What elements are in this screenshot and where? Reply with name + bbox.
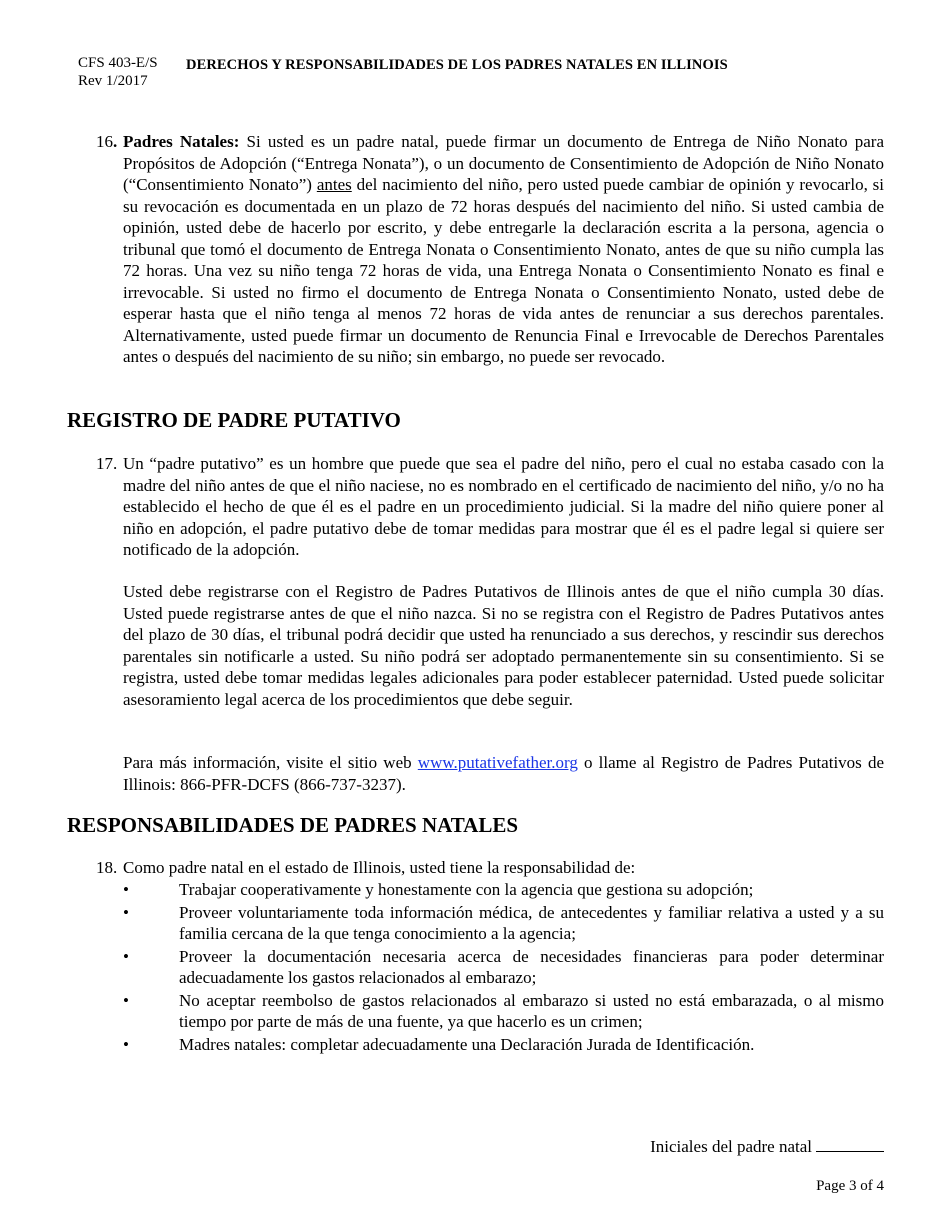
initials-field xyxy=(650,1137,884,1157)
bullet-icon: • xyxy=(123,880,129,899)
item-17-paragraph-1: Un “padre putativo” es un hombre que puede que sea el padre del niño, pero el cual no estaba casado con la madre del niño antes de que el niño naciese, no es nombrado en el certificado de nacimiento del niño, y/o no ha establecido el hecho de que él es el padre en un procedimiento judicial. Si la madre del niño quiere poner al niño en adopción, el padre putativo debe de tomar medidas para mostrar que él es el padre legal si quiere ser notificado de la adopción. xyxy=(123,454,884,559)
item-16-label: Padres Natales: xyxy=(123,132,240,151)
list-item: • Proveer voluntariamente toda información médica, de antecedentes y familiar relativa a usted y a su familia cercana de la que tenga conocimiento a la agencia; xyxy=(123,902,884,943)
item-18-number: 18. xyxy=(96,858,118,877)
page-number: Page 3 of 4 xyxy=(816,1178,884,1194)
bullet-icon: • xyxy=(123,902,129,922)
list-item: • Proveer la documentación necesaria acerca de necesidades financieras para poder determinar adecuadamente los gastos relacionados al embarazo; xyxy=(123,946,884,987)
bullet-icon: • xyxy=(123,1034,129,1054)
item-16-number: 16. xyxy=(96,132,118,151)
document-title: DERECHOS Y RESPONSABILIDADES DE LOS PADRES NATALES EN ILLINOIS xyxy=(186,57,728,73)
section-heading-registro: REGISTRO DE PADRE PUTATIVO xyxy=(67,408,401,432)
item-17-paragraph-2: Usted debe registrarse con el Registro de Padres Putativos de Illinois antes de que el niño cumpla 30 días. Usted puede registrarse antes de que el niño nazca. Si no se registra con el Registro de Padres Putativos antes del plazo de 30 días, el tribunal podrá decidir que usted ha renunciado a sus derechos, y rescindir sus derechos parentales sin notificarle a usted. Su niño podrá ser adoptado permanentemente sin su consentimiento. Si se registra, usted debe tomar medidas legales adicionales para poder establecer paternidad. Usted puede solicitar asesoramiento legal acerca de los procedimientos que debe seguir. xyxy=(123,582,884,709)
item-16-paragraph: Padres Natales: Si usted es un padre natal, puede firmar un documento de Entrega de Niño Nonato para Propósitos de Adopción (“Entrega Nonata”), o un documento de Consentimiento de Adopción de Niño Nonato (“Consentimiento Nonato”) antes del nacimiento del niño, pero usted puede cambiar de opinión y revocarlo, si su revocación es documentada en un plazo de 72 horas después del nacimiento del niño. Si usted cambia de opinión, usted debe de hacerlo por escrito, y debe entregarle la declaración escrita a la persona, agencia o tribunal que tomó el documento de Entrega Nonata o Consentimiento Nonato, antes de que su niño cumpla las 72 horas. Una vez su niño tenga 72 horas de vida, una Entrega Nonata o Consentimiento Nonato es final e irrevocable. Si usted no firmo el documento de Entrega Nonata o Consentimiento Nonato, usted debe de esperar hasta que el niño tenga al menos 72 horas de vida antes de renunciar a sus derechos parentales. Alternativamente, usted puede firmar un documento de Renuncia Final e Irrevocable de Derechos Parentales antes o después del nacimiento de su niño; sin embargo, no puede ser revocado. xyxy=(123,132,885,366)
responsibilities-list xyxy=(123,879,884,1056)
section-heading-responsabilidades: RESPONSABILIDADES DE PADRES NATALES xyxy=(67,813,519,837)
bullet-icon: • xyxy=(123,946,129,966)
item-18-intro: Como padre natal en el estado de Illinois, usted tiene la responsabilidad de: xyxy=(123,858,636,877)
list-item: • Madres natales: completar adecuadamente una Declaración Jurada de Identificación. xyxy=(123,1034,755,1054)
bullet-icon: • xyxy=(123,990,129,1010)
initials-blank-line[interactable] xyxy=(816,1137,884,1152)
form-code: CFS 403-E/S xyxy=(78,55,158,71)
list-item: • Trabajar cooperativamente y honestamente con la agencia que gestiona su adopción; xyxy=(123,880,754,899)
item-17-paragraph-3: Para más información, visite el sitio web www.putativefather.org o llame al Registro de Padres Putativos de Illinois: 866-PFR-DCFS (866-737-3237). xyxy=(123,753,884,794)
list-item: • No aceptar reembolso de gastos relacionados al embarazo si usted no está embarazada, o al mismo tiempo por parte de más de una fuente, ya que hacerlo es un crimen; xyxy=(123,990,884,1031)
form-revision: Rev 1/2017 xyxy=(78,73,148,89)
form-id-block xyxy=(78,54,158,90)
underlined-antes: antes xyxy=(316,175,352,194)
item-17-number: 17. xyxy=(96,454,118,473)
initials-label: Iniciales del padre natal xyxy=(650,1137,812,1156)
putative-father-link[interactable]: www.putativefather.org xyxy=(417,753,578,772)
